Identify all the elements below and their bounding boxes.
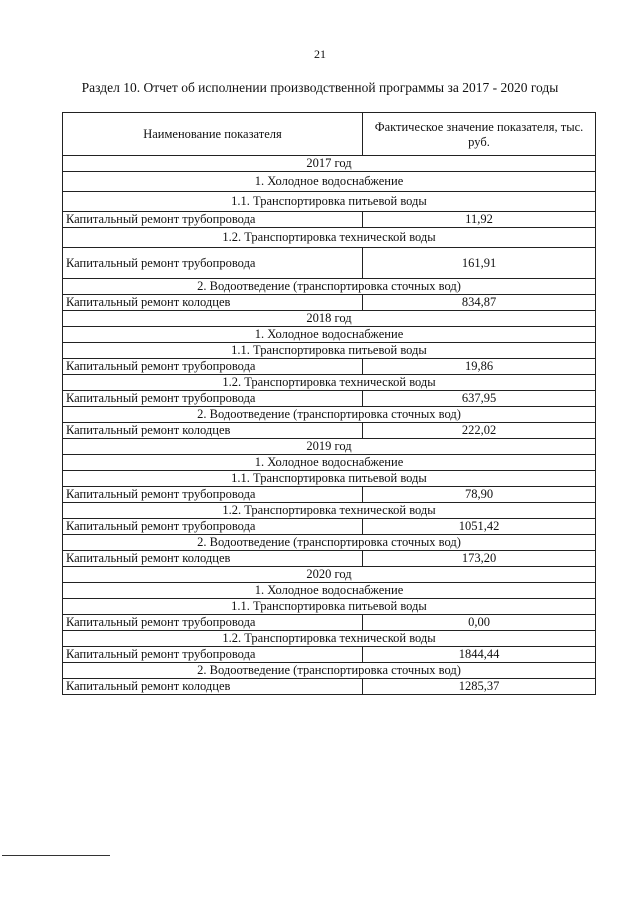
section-heading-cell: 1.2. Транспортировка технической воды — [63, 503, 596, 519]
table-row — [63, 551, 596, 567]
section-heading-cell: 1.1. Транспортировка питьевой воды — [63, 192, 596, 212]
indicator-value-cell: 173,20 — [363, 551, 596, 567]
section-row — [63, 311, 596, 327]
table-row — [63, 212, 596, 228]
section-row — [63, 631, 596, 647]
section-heading-cell: 1.1. Транспортировка питьевой воды — [63, 599, 596, 615]
section-heading-cell: 1. Холодное водоснабжение — [63, 172, 596, 192]
indicator-value-cell: 834,87 — [363, 295, 596, 311]
table-row — [63, 295, 596, 311]
section-row — [63, 375, 596, 391]
section-row — [63, 192, 596, 212]
section-row — [63, 172, 596, 192]
table-row — [63, 359, 596, 375]
indicator-name-cell: Капитальный ремонт трубопровода — [63, 212, 363, 228]
table-row — [63, 248, 596, 279]
section-row — [63, 567, 596, 583]
section-heading-cell: 2018 год — [63, 311, 596, 327]
section-row — [63, 279, 596, 295]
indicator-value-cell: 11,92 — [363, 212, 596, 228]
indicator-name-cell: Капитальный ремонт трубопровода — [63, 248, 363, 279]
indicator-name-cell: Капитальный ремонт трубопровода — [63, 519, 363, 535]
indicator-value-cell: 1285,37 — [363, 679, 596, 695]
section-row — [63, 471, 596, 487]
table-row — [63, 391, 596, 407]
section-heading-cell: 2019 год — [63, 439, 596, 455]
table-row — [63, 647, 596, 663]
section-heading-cell: 2. Водоотведение (транспортировка сточных вод) — [63, 535, 596, 551]
indicator-name-cell: Капитальный ремонт колодцев — [63, 295, 363, 311]
section-row — [63, 455, 596, 471]
table-row — [63, 615, 596, 631]
indicator-value-cell: 1844,44 — [363, 647, 596, 663]
indicator-name-cell: Капитальный ремонт трубопровода — [63, 391, 363, 407]
section-row — [63, 599, 596, 615]
indicator-name-cell: Капитальный ремонт трубопровода — [63, 647, 363, 663]
indicator-value-cell: 0,00 — [363, 615, 596, 631]
section-row — [63, 228, 596, 248]
table-row — [63, 423, 596, 439]
section-heading-cell: 2. Водоотведение (транспортировка сточных вод) — [63, 407, 596, 423]
table-header-row — [63, 113, 596, 156]
section-heading-cell: 2017 год — [63, 156, 596, 172]
section-title: Раздел 10. Отчет об исполнении производственной программы за 2017 - 2020 годы — [81, 80, 559, 95]
table-row — [63, 519, 596, 535]
section-heading-cell: 1.1. Транспортировка питьевой воды — [63, 343, 596, 359]
section-row — [63, 535, 596, 551]
indicator-value-cell: 1051,42 — [363, 519, 596, 535]
section-heading-cell: 1. Холодное водоснабжение — [63, 327, 596, 343]
indicator-name-cell: Капитальный ремонт трубопровода — [63, 615, 363, 631]
page-number: 21 — [314, 47, 326, 61]
section-heading-cell: 2. Водоотведение (транспортировка сточных вод) — [63, 663, 596, 679]
section-row — [63, 327, 596, 343]
indicator-value-cell: 637,95 — [363, 391, 596, 407]
section-heading-cell: 1.2. Транспортировка технической воды — [63, 375, 596, 391]
section-heading-cell: 1. Холодное водоснабжение — [63, 583, 596, 599]
table-row — [63, 679, 596, 695]
section-heading-cell: 1.2. Транспортировка технической воды — [63, 631, 596, 647]
indicator-name-cell: Капитальный ремонт трубопровода — [63, 487, 363, 503]
header-value-cell: Фактическое значение показателя, тыс. руб. — [363, 113, 596, 156]
section-heading-cell: 2020 год — [63, 567, 596, 583]
header-name-cell: Наименование показателя — [63, 113, 363, 156]
section-row — [63, 407, 596, 423]
footnote-divider — [2, 855, 110, 856]
indicator-value-cell: 19,86 — [363, 359, 596, 375]
section-heading-cell: 1.2. Транспортировка технической воды — [63, 228, 596, 248]
report-table-body — [63, 113, 596, 695]
section-heading-cell: 1.1. Транспортировка питьевой воды — [63, 471, 596, 487]
indicator-name-cell: Капитальный ремонт колодцев — [63, 423, 363, 439]
indicator-value-cell: 78,90 — [363, 487, 596, 503]
indicator-value-cell: 222,02 — [363, 423, 596, 439]
section-row — [63, 503, 596, 519]
section-row — [63, 439, 596, 455]
report-table — [62, 112, 596, 695]
indicator-name-cell: Капитальный ремонт колодцев — [63, 679, 363, 695]
section-row — [63, 343, 596, 359]
section-row — [63, 583, 596, 599]
section-row — [63, 156, 596, 172]
section-heading-cell: 1. Холодное водоснабжение — [63, 455, 596, 471]
section-heading-cell: 2. Водоотведение (транспортировка сточных вод) — [63, 279, 596, 295]
section-row — [63, 663, 596, 679]
indicator-value-cell: 161,91 — [363, 248, 596, 279]
table-row — [63, 487, 596, 503]
indicator-name-cell: Капитальный ремонт трубопровода — [63, 359, 363, 375]
indicator-name-cell: Капитальный ремонт колодцев — [63, 551, 363, 567]
